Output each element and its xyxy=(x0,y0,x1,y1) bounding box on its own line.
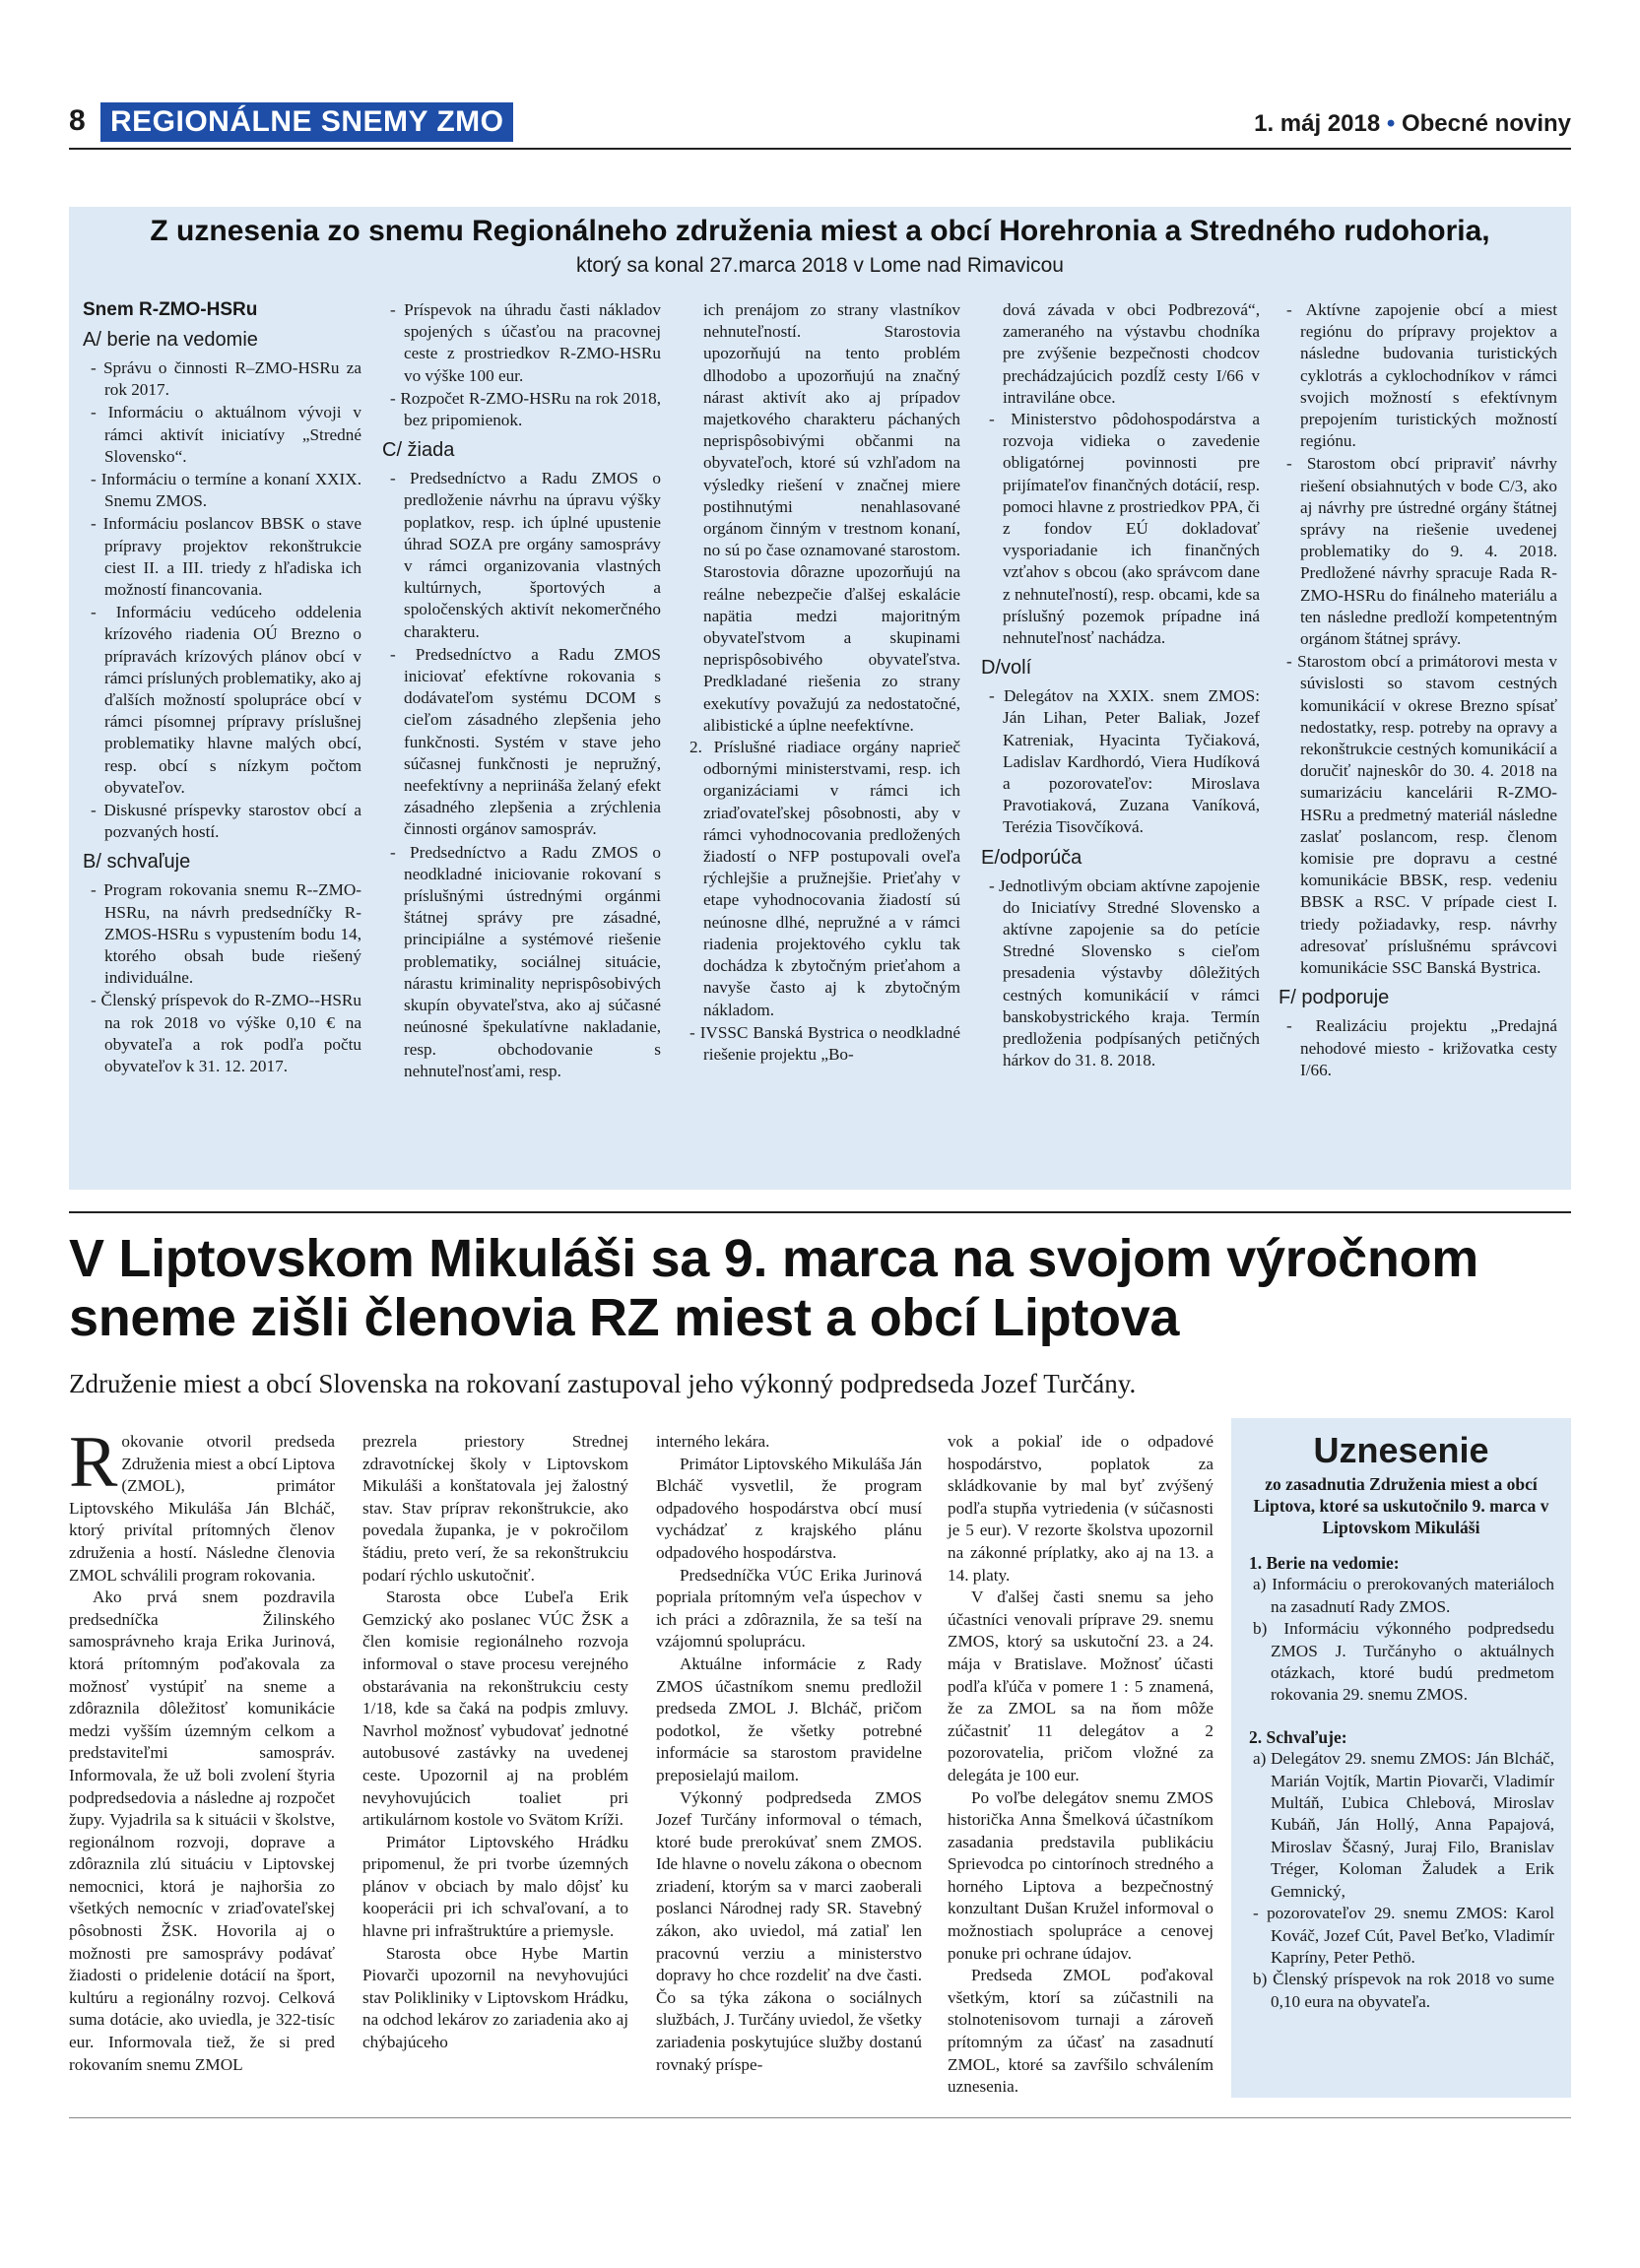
article-title: Z uznesenia zo snemu Regionálneho združenia miest a obcí Horehronia a Stredného rudohoria, xyxy=(150,215,1490,247)
paragraph: Starosta obce Hybe Martin Piovarči upozornil na nevyhovujúci stav Polikliniky v Liptovskom Hrádku, na odchod lekárov zo zariadenia ako aj chýbajúceho xyxy=(362,1943,628,2052)
list-item: - Príspevok na úhradu časti nákladov spojených s účasťou na pracovnej ceste z prostriedkov R-ZMO-HSRu vo výške 100 eur. xyxy=(390,300,661,385)
column-4 xyxy=(981,299,1260,1073)
list-item: - Delegátov na XXIX. snem ZMOS: Ján Lihan, Peter Baliak, Jozef Katreniak, Hyacinta Tyčiaková, Ladislav Kardhordó, Viera Hudíková a pozorovateľov: Miroslava Pravotiaková, Zuzana Vaníková, Terézia Tisovčíková. xyxy=(989,686,1260,837)
list-item: - IVSSC Banská Bystrica o neodkladné riešenie projektu „Bo- xyxy=(689,1022,960,1064)
list-item: - Starostom obcí pripraviť návrhy riešení obsiahnutých v bode C/3, ako aj návrhy pre ústredné orgány štátnej správy na riešenie uvedenej problematiky do 9. 4. 2018. Predložené návrhy spracuje Rada R-ZMO-HSRu do finálneho materiálu a ten následne predloží kompetentným orgánom štátnej správy. xyxy=(1286,454,1557,649)
resolution-title: Uznesenie xyxy=(1313,1430,1489,1470)
list-item: a) Delegátov 29. snemu ZMOS: Ján Blcháč, Marián Vojtík, Martin Piovarči, Vladimír Multáň, Ľubica Chlebová, Miroslav Kubáň, Ján Hollý, Anna Papajová, Miroslav Ščasný, Juraj Filo, Branislav Tréger, Koloman Žaludek a Erik Gemnický, xyxy=(1253,1749,1554,1901)
list-item: - Diskusné príspevky starostov obcí a pozvaných hostí. xyxy=(91,801,361,842)
article-subtitle: ktorý sa konal 27.marca 2018 v Lome nad Rimavicou xyxy=(576,254,1064,277)
list-item: - pozorovateľov 29. snemu ZMOS: Karol Kováč, Jozef Cút, Pavel Beťko, Vladimír Kapríny, Peter Pethö. xyxy=(1253,1904,1554,1967)
resolution-section-1: 1. Berie na vedomie: xyxy=(1249,1553,1400,1573)
header-rule xyxy=(69,148,1571,150)
drop-cap: R xyxy=(69,1422,118,1503)
column-5 xyxy=(1279,299,1557,1082)
list-item: b) Informáciu výkonného podpredsedu ZMOS J. Turčányho o aktuálnych otázkach, ktoré budú predmetom rokovania 29. snemu ZMOS. xyxy=(1253,1619,1554,1705)
resolution-box xyxy=(1231,1418,1571,2098)
paragraph: ich prenájom zo strany vlastníkov nehnuteľností. Starostovia upozorňujú na tento problém dlhodobo a upozorňujú na značný nárast aktivít ako aj prípadov majetkového charakteru páchaných neprispôsobivými občanmi na obyvateľoch, ktoré sú vzhľadom na výsledky riešení v značnej miere postihnutými nenahlasované orgánom činným v trestnom konaní, no sú po čase oznamované starostom. Starostovia dôrazne upozorňujú na reálne nebezpečie ďalšej eskalácie napätia medzi majoritným obyvateľstvom a skupinami neprispôsobivého obyvateľstva. Predkladané riešenia zo strany exekutívy považujú za nedostatočné, alibistické a úplne neefektívne. xyxy=(703,300,960,735)
list-item: - Jednotlivým obciam aktívne zapojenie do Iniciatívy Stredné Slovensko a aktívne zapojenie sa do petície Stredné Slovensko s cieľom presadenia výstavby dôležitých cestných komunikácií v rámci banskobystrického kraja. Termín predloženia podpísaných petičných hárkov do 31. 8. 2018. xyxy=(989,875,1260,1070)
article-column-2 xyxy=(362,1431,628,2054)
list-item: - Informáciu vedúceho oddelenia krízového riadenia OÚ Brezno o prípravách krízových plánov obcí v rámci prísluných problematiky, ako aj ďalších možností spolupráce obcí v rámci písomnej prípravy príslušnej problematiky hlavne malých obcí, resp. obcí s nízkym počtom obyvateľov. xyxy=(91,603,361,797)
section-banner: REGIONÁLNE SNEMY ZMO xyxy=(100,102,513,142)
resolution-subtitle: zo zasadnutia Združenia miest a obcí Liptova, ktoré sa uskutočnilo 9. marca v Liptovskom Mikuláši xyxy=(1253,1474,1549,1537)
paragraph: Predsedníčka VÚC Erika Jurinová popriala prítomným veľa úspechov v ich práci a zdôraznila, že sa teší na vzájomnú spoluprácu. xyxy=(656,1565,922,1652)
article-divider xyxy=(69,1211,1571,1213)
list-item: - Program rokovania snemu R--ZMO-HSRu, na návrh predsedníčky R-ZMOS-HSRu s vypustením bodu 14, ktorého obsah bude riešený individuálne. xyxy=(91,880,361,988)
page-header xyxy=(69,102,1571,146)
article-headline: V Liptovskom Mikuláši sa 9. marca na svojom výročnom sneme zišli členovia RZ miest a obcí Liptova xyxy=(69,1229,1478,1347)
section-heading: Snem R-ZMO-HSRu xyxy=(83,299,258,320)
article-lead: Združenie miest a obcí Slovenska na rokovaní zastupoval jeho výkonný podpredseda Jozef Turčány. xyxy=(69,1369,1137,1398)
list-item: - Realizáciu projektu „Predajná nehodové miesto - križovatka cesty I/66. xyxy=(1286,1016,1557,1079)
paragraph: interného lekára. xyxy=(656,1432,770,1451)
list-item: - Predsedníctvo a Radu ZMOS o predloženie návrhu na úpravu výšky poplatkov, resp. ich úplné upustenie úhrad SOZA pre orgány samosprávy v rámci organizovania vlastných kultúrnych, športových a spoločenských aktivít nekomerčného charakteru. xyxy=(390,469,661,641)
column-2 xyxy=(382,299,661,1083)
list-item: a) Informáciu o prerokovaných materiáloch na zasadnutí Rady ZMOS. xyxy=(1253,1575,1554,1616)
paragraph: V ďalšej časti snemu sa jeho účastníci venovali príprave 29. snemu ZMOS, ktorý sa uskutoční 23. a 24. mája v Bratislave. Možnosť účasti podľa kľúča v pomere 1 : 5 znamená, že za ZMOL sa na ňom môže zúčastniť 11 delegátov a 2 pozorovatelia, pričom vložné za delegáta je 100 eur. xyxy=(948,1588,1214,1784)
subheading-b: B/ schvaľuje xyxy=(83,851,191,874)
list-item: - Rozpočet R-ZMO-HSRu na rok 2018, bez pripomienok. xyxy=(390,388,661,430)
list-item: - Informáciu o aktuálnom vývoji v rámci aktivít iniciatívy „Stredné Slovensko“. xyxy=(91,403,361,466)
bottom-rule xyxy=(69,2117,1571,2118)
paragraph: Po voľbe delegátov snemu ZMOS historička Anna Šmelková účastníkom zasadania predstavila publikáciu Sprievodca po cintorínoch stredného a horného Liptova a bezpečnostný konzultant Dušan Kružel informoval o možnostiach spolupráce a cenovej ponuke pri ochrane údajov. xyxy=(948,1787,1214,1963)
page-number: 8 xyxy=(69,104,86,137)
column-1 xyxy=(83,299,361,1078)
paragraph: Starosta obce Ľubeľa Erik Gemzický ako poslanec VÚC ŽSK a člen komisie regionálneho rozvoja informoval o stave procesu verejného obstarávania na rekonštrukciu cesty 1/18, kde sa čaká na podpis zmluvy. Navrhol možnosť vybudovať jednotné autobusové zastávky na uvedenej ceste. Upozornil aj na problém nevyhovujúcich toaliet pri artikulárnom kostole vo Svätom Kríži. xyxy=(362,1588,628,1830)
article-column-3 xyxy=(656,1431,922,2076)
article-column-1: Rokovanie otvoril predseda Združenia miest a obcí Liptova (ZMOL), primátor Liptovského Mikuláša Ján Blcháč, ktorý privítal prítomných členov združenia a hostí. Následne členovia ZMOL schválili program rokovania. Ako prvá snem pozdravila predsedníčka Žilinského samosprávneho kraja Erika Jurinová, ktorá prítomným poďakovala za možnosť vystúpiť na sneme a zdôraznila dôležitosť komunikácie medzi vyšším územným celkom a predstaviteľmi samospráv. Informovala, že už boli zvolení štyria podpredsedovia a následne aj rozpočet župy. Vyjadrila sa k situácii v školstve, regionálnom rozvoji, doprave a zdôraznila zlú situáciu v Liptovskej nemocnici, ktorá je najhoršia zo všetkých nemocníc v zriaďovateľskej pôsobnosti ŽSK. Hovorila aj o možnosti pre samosprávy podávať žiadosti o pridelenie dotácií na šport, kultúru a regionálny rozvoj. Celková suma dotácie, ako uviedla, je 322-tisíc eur. Informovala tiež, že si pred rokovaním snemu ZMOL xyxy=(69,1431,335,2076)
paragraph: Výkonný podpredseda ZMOS Jozef Turčány informoval o témach, ktoré bude prerokúvať snem ZMOS. Ide hlavne o novelu zákona o obecnom zriadení, ktorým sa v marci zaoberali poslanci Národnej rady SR. Stavebný zákon, ako uviedol, má zatiaľ len pracovnú verziu a ministerstvo dopravy ho chce rozdeliť na dve časti. Čo sa týka zákona o sociálnych službách, J. Turčány uviedol, že všetky zariadenia poskytujúce služby dostanú rovnaký príspe- xyxy=(656,1787,922,2074)
resolution-section-2: 2. Schvaľuje: xyxy=(1249,1726,1347,1747)
list-item: - Členský príspevok do R-ZMO--HSRu na rok 2018 vo výške 0,10 € na obyvateľa a rok podľa počtu obyvateľov k 31. 12. 2017. xyxy=(91,991,361,1076)
paragraph: Primátor Liptovského Hrádku pripomenul, že pri tvorbe územných plánov v obciach by malo dôjsť ku kooperácii pri ich schvaľovaní, a to hlavne pri infraštruktúre a priemysle. xyxy=(362,1832,628,1941)
column-3 xyxy=(682,299,960,1067)
subheading-a: A/ berie na vedomie xyxy=(83,329,258,351)
list-item: - Predsedníctvo a Radu ZMOS iniciovať efektívne rokovania s dodávateľom systému DCOM s cieľom zásadného zlepšenia jeho funkčnosti. Systém v stave jeho súčasnej funkčnosti je nepružný, neefektívny a nepriináša želaný efekt zásadného zlepšenia a zrýchlenia činnosti orgánov samospráv. xyxy=(390,644,661,839)
article-column-4 xyxy=(948,1431,1214,2099)
list-item: - Informáciu poslancov BBSK o stave prípravy projektov rekonštrukcie ciest II. a III. triedy z hľadiska ich možností financovania. xyxy=(91,514,361,600)
paragraph: Ako prvá snem pozdravila predsedníčka Žilinského samosprávneho kraja Erika Jurinová, ktorá prítomným poďakovala za možnosť vystúpiť na sneme a zdôraznila dôležitosť komunikácie medzi vyšším územným celkom a predstaviteľmi samospráv. Informovala, že už boli zvolení štyria podpredsedovia a následne aj rozpočet župy. Vyjadrila sa k situácii v školstve, regionálnom rozvoji, doprave a zdôraznila zlú situáciu v Liptovskej nemocnici, ktorá je najhoršia zo všetkých nemocníc v zriaďovateľskej pôsobnosti ŽSK. Hovorila aj o možnosti pre samosprávy podávať žiadosti o pridelenie dotácií na šport, kultúru a regionálny rozvoj. Celková suma dotácie, ako uviedla, je 322-tisíc eur. Informovala tiež, že si pred rokovaním snemu ZMOL xyxy=(69,1588,335,2074)
resolution-content xyxy=(1249,1552,1554,2013)
list-item: - Starostom obcí a primátorovi mesta v súvislosti so stavom cestných komunikácií v okrese Brezno spísať nedostatky, resp. potreby na opravy a rekonštrukcie cestných komunikácií a doručiť najneskôr do 30. 4. 2018 na sumarizáciu kancelárii R-ZMO-HSRu a predmetný materiál následne zaslať poslancom, resp. členom komisie pre dopravu a cestné komunikácie BBSK, resp. vedeniu BBSK a RSC. V prípade ciest I. triedy požiadavky, resp. návrhy adresovať príslušnému správcovi komunikácie SSC Banská Bystrica. xyxy=(1286,652,1557,978)
list-item: - Správu o činnosti R–ZMO-HSRu za rok 2017. xyxy=(91,358,361,400)
article-horehronie xyxy=(69,207,1571,1190)
paragraph: Aktuálne informácie z Rady ZMOS účastníkom snemu predložil predseda ZMOL J. Blcháč, pričom podotkol, že všetky potrebné informácie sa starostom pravidelne preposielajú mailom. xyxy=(656,1653,922,1784)
paragraph: Predseda ZMOL poďakoval všetkým, ktorí sa zúčastnili na stolnotenisovom turnaji a zároveň prítomným za účasť na zasadnutí ZMOL, ktoré sa zavŕšilo schválením uznesenia. xyxy=(948,1966,1214,2097)
subheading-f: F/ podporuje xyxy=(1279,987,1390,1009)
issue-date: 1. máj 2018 • Obecné noviny xyxy=(1254,110,1571,137)
paragraph: prezrela priestory Strednej zdravotníckej školy v Liptovskom Mikuláši a konštatovala jej žalostný stav. Stav príprav rekonštrukcie, ako povedala županka, je v pokročilom štádiu, preto verí, že sa rekonštrukciu podarí rýchlo uskutočniť. xyxy=(362,1432,628,1585)
subheading-d: D/volí xyxy=(981,657,1032,680)
paragraph: dová závada v obci Podbrezová“, zameraného na výstavbu chodníka pre zvýšenie bezpečnosti chodcov prechádzajúcich pozdĺž cesty I/66 v intraviláne obce. xyxy=(1003,300,1260,407)
paragraph: Primátor Liptovského Mikuláša Ján Blcháč vysvetlil, že program odpadového hospodárstva obcí musí vychádzať z krajského plánu odpadového hospodárstva. xyxy=(656,1454,922,1562)
subheading-c: C/ žiada xyxy=(382,439,455,462)
subheading-e: E/odporúča xyxy=(981,846,1082,869)
list-item: - Predsedníctvo a Radu ZMOS o neodkladné iniciovanie rokovaní s príslušnými ústrednými orgánmi štátnej správy pre zásadné, principiálne a systémové riešenie problematiky, sociálnej situácie, nárastu kriminality neprispôsobivých skupín obyvateľstva, ako aj súčasné neúnosné špekulatívne nakladanie, resp. obchodovanie s nehnuteľnosťami, resp. xyxy=(390,842,661,1080)
list-item: - Ministerstvo pôdohospodárstva a rozvoja vidieka o zavedenie obligatórnej povinnosti pre prijímateľov finančných dotácií, resp. pomoci hlavne z prostriedkov PPA, či z fondov EÚ dokladovať vysporiadanie ich finančných vzťahov s obcou (ako správcom dane z nehnuteľností), resp. obcami, kde sa príslušný pozemok prípadne iná nehnuteľnosť nachádza. xyxy=(989,410,1260,648)
list-item: 2. Príslušné riadiace orgány naprieč odbornými ministerstvami, resp. ich organizáciami v rámci ich zriaďovateľskej pôsobnosti, aby v rámci vyhodnocovania predložených žiadostí o NFP postupovali oveľa rýchlejšie a pružnejšie. Prieťahy v etape vyhodnocovania žiadostí sú neúnosne dlhé, nepružné a v rámci riadenia projektového cyklu tak dochádza k zbytočným prieťahom a navyše často aj k zbytočným nákladom. xyxy=(689,738,960,1019)
paragraph: vok a pokiaľ ide o odpadové hospodárstvo, poplatok za skládkovanie by mal byť zvýšený podľa stupňa vytriedenia (v súčasnosti je 5 eur). V rezorte školstva upozornil na zákonné príplatky, ako aj na 13. a 14. platy. xyxy=(948,1432,1214,1585)
list-item: b) Členský príspevok na rok 2018 vo sume 0,10 eura na obyvateľa. xyxy=(1253,1970,1554,2011)
list-item: - Informáciu o termíne a konaní XXIX. Snemu ZMOS. xyxy=(91,470,361,511)
list-item: - Aktívne zapojenie obcí a miest regiónu do prípravy projektov a následne budovania turistických cyklotrás a cyklochodníkov v rámci svojich možností s efektívnym prepojením turistických možností regiónu. xyxy=(1286,300,1557,451)
